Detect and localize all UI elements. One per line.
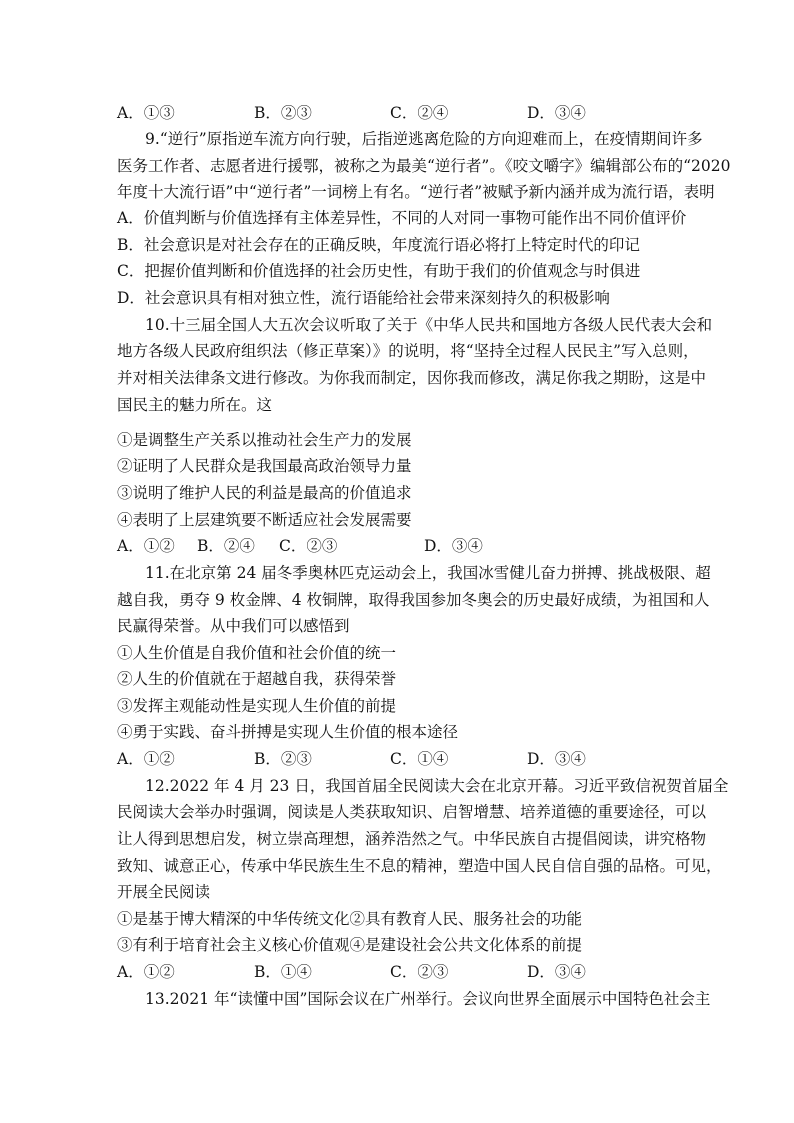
q11-option-c: C．①④ bbox=[390, 750, 449, 768]
q10-item-3: ③说明了维护人民的利益是最高的价值追求 bbox=[117, 484, 412, 502]
q11-option-a: A．①② bbox=[117, 750, 175, 768]
q9-option-b: B．社会意识是对社会存在的正确反映，年度流行语必将打上特定时代的印记 bbox=[117, 236, 640, 254]
q11-item-1: ①人生价值是自我价值和社会价值的统一 bbox=[117, 644, 397, 662]
q11-stem-line-2: 越自我，勇夺 9 枚金牌、4 枚铜牌，取得我国参加冬奥会的历史最好成绩，为祖国和人 bbox=[117, 591, 710, 609]
q12-items-line-1: ①是基于博大精深的中华传统文化②具有教育人民、服务社会的功能 bbox=[117, 910, 583, 928]
q9-option-c: C．把握价值判断和价值选择的社会历史性，有助于我们的价值观念与时俱进 bbox=[117, 262, 641, 280]
q11-item-4: ④勇于实践、奋斗拼搏是实现人生价值的根本途径 bbox=[117, 723, 459, 741]
q8-option-b: B．②③ bbox=[254, 104, 312, 122]
q10-option-d: D．③④ bbox=[424, 537, 483, 555]
q12-option-b: B．①④ bbox=[254, 963, 312, 981]
q11-option-b: B．②③ bbox=[254, 750, 312, 768]
q11-item-2: ②人生的价值就在于超越自我，获得荣誉 bbox=[117, 670, 397, 688]
q10-stem-line-3: 并对相关法律条文进行修改。为你我而制定，因你我而修改，满足你我之期盼，这是中 bbox=[117, 369, 707, 387]
q10-option-c: C．②③ bbox=[279, 537, 338, 555]
q10-stem-line-2: 地方各级人民政府组织法（修正草案）》的说明，将“坚持全过程人民民主”写入总则， bbox=[117, 342, 699, 360]
q11-stem-line-1: 11.在北京第 24 届冬季奥林匹克运动会上，我国冰雪健儿奋力拼搏、挑战极限、超 bbox=[145, 564, 711, 582]
q12-option-c: C．②③ bbox=[390, 963, 449, 981]
q12-stem-line-3: 让人得到思想启发，树立崇高理想，涵养浩然之气。中华民族自古提倡阅读，讲究格物 bbox=[117, 830, 707, 848]
q11-options bbox=[117, 749, 677, 769]
q9-stem-line-2: 医务工作者、志愿者进行援鄂，被称之为最美“逆行者”。《咬文嚼字》编辑部公布的“2020 bbox=[117, 157, 731, 175]
q8-option-d: D．③④ bbox=[527, 104, 586, 122]
q10-item-4: ④表明了上层建筑要不断适应社会发展需要 bbox=[117, 511, 412, 529]
q11-item-3: ③发挥主观能动性是实现人生价值的前提 bbox=[117, 697, 397, 715]
q12-option-d: D．③④ bbox=[527, 963, 586, 981]
q10-option-a: A．①② bbox=[117, 537, 175, 555]
q12-stem-line-2: 民阅读大会举办时强调，阅读是人类获取知识、启智增慧、培养道德的重要途径，可以 bbox=[117, 803, 707, 821]
q10-item-1: ①是调整生产关系以推动社会生产力的发展 bbox=[117, 431, 412, 449]
q9-option-a: A．价值判断与价值选择有主体差异性，不同的人对同一事物可能作出不同价值评价 bbox=[117, 209, 687, 227]
q8-options bbox=[117, 103, 677, 123]
q11-option-d: D．③④ bbox=[527, 750, 586, 768]
q12-stem-line-5: 开展全民阅读 bbox=[117, 883, 211, 901]
q12-stem-line-1: 12.2022 年 4 月 23 日，我国首届全民阅读大会在北京开幕。习近平致信祝贺首届全 bbox=[145, 777, 729, 795]
q10-item-2: ②证明了人民群众是我国最高政治领导力量 bbox=[117, 457, 412, 475]
q9-stem-line-3: 年度十大流行语”中“逆行者”一词榜上有名。“逆行者”被赋予新内涵并成为流行语，表明 bbox=[117, 183, 715, 201]
q10-stem-line-1: 10.十三届全国人大五次会议听取了关于《中华人民共和国地方各级人民代表大会和 bbox=[145, 316, 713, 334]
q13-stem-line-1: 13.2021 年“读懂中国”国际会议在广州举行。会议向世界全面展示中国特色社会主 bbox=[145, 990, 711, 1008]
q12-stem-line-4: 致知、诚意正心，传承中华民族生生不息的精神，塑造中国人民自信自强的品格。可见， bbox=[117, 857, 722, 875]
q12-items-line-2: ③有利于培育社会主义核心价值观④是建设社会公共文化体系的前提 bbox=[117, 936, 583, 954]
q10-options bbox=[117, 536, 677, 556]
q9-option-d: D．社会意识具有相对独立性，流行语能给社会带来深刻持久的积极影响 bbox=[117, 289, 610, 307]
q10-option-b: B．②④ bbox=[197, 537, 255, 555]
q8-option-a: A．①③ bbox=[117, 104, 175, 122]
q12-options bbox=[117, 962, 677, 982]
q10-stem-line-4: 国民主的魅力所在。这 bbox=[117, 396, 273, 414]
q11-stem-line-3: 民赢得荣誉。从中我们可以感悟到 bbox=[117, 617, 350, 635]
q8-option-c: C．②④ bbox=[390, 104, 449, 122]
q9-stem-line-1: 9.“逆行”原指逆车流方向行驶，后指逆逃离危险的方向迎难而上，在疫情期间许多 bbox=[145, 130, 703, 148]
q12-option-a: A．①② bbox=[117, 963, 175, 981]
